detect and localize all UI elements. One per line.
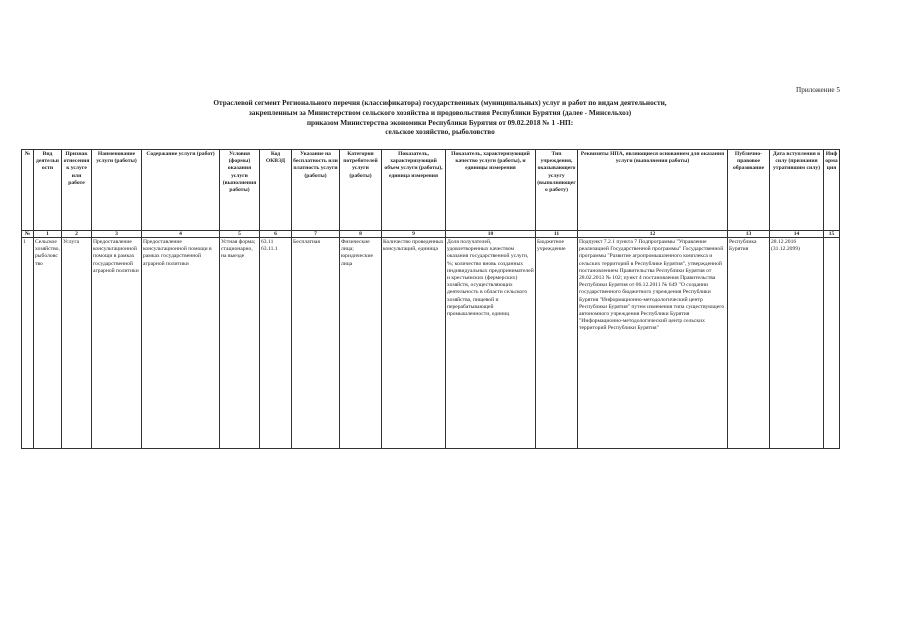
column-number: 12: [578, 231, 728, 238]
column-header: Указание на бесплатность или платность услуги (работы): [292, 150, 340, 231]
conditions-cell: Устная форма; стационарно, на выезде: [220, 238, 260, 449]
institution-cell: Бюджетное учреждение: [536, 238, 578, 449]
title-line: сельское хозяйство, рыболовство: [385, 127, 495, 137]
column-header: Содержание услуги (работ): [142, 150, 220, 231]
quality-cell: Доля получателей, удовлетворенных качеством оказания государственной услуги, %; количество вновь созданных индивидуальных предпринимателей и крестьянских (фермерских) хозяйств, осуществляющих деятельность в области сельского хозяйства, пищевой и перерабатывающей промышленности, единиц: [446, 238, 536, 449]
column-number: 11: [536, 231, 578, 238]
service-name-cell: Предоставление консультационной помощи в рамках государственной аграрной политики: [92, 238, 142, 449]
column-header: Реквизиты НПА, являющиеся основанием для оказания услуги (выполнения работы): [578, 150, 728, 231]
column-number: 4: [142, 231, 220, 238]
entity-cell: Республика Бурятия: [728, 238, 770, 449]
services-table: [21, 149, 840, 449]
column-header: Категория потребителей услуги (работы): [340, 150, 382, 231]
column-header: Вид деятельности: [34, 150, 62, 231]
column-number: 5: [220, 231, 260, 238]
row-number: 1: [22, 238, 34, 449]
document-title: [70, 98, 810, 137]
title-line: приказом Министерства экономики Республики Бурятия от 09.02.2018 № 1 -НП:: [306, 117, 574, 127]
header-row: [22, 150, 840, 231]
title-line: Отраслевой сегмент Регионального перечня (классификатора) государственных (муниципальных) услуг и работ по видам деятельности,: [213, 98, 667, 107]
info-cell: [824, 238, 840, 449]
column-header: Показатель, характеризующий качество услуги (работы), и единицы измерения: [446, 150, 536, 231]
column-number: №: [22, 231, 34, 238]
column-number: 7: [292, 231, 340, 238]
column-header: №: [22, 150, 34, 231]
column-header: Показатель, характеризующий объем услуги (работы), единица измерения: [382, 150, 446, 231]
column-header: Условия (формы) оказания услуги (выполнения работы): [220, 150, 260, 231]
column-number: 2: [62, 231, 92, 238]
okved-cell: 63.11 63.11.1: [260, 238, 292, 449]
column-number-row: [22, 231, 840, 238]
column-header: Код ОКВЭД: [260, 150, 292, 231]
column-number: 1: [34, 231, 62, 238]
column-header: Информация: [824, 150, 840, 231]
content-cell: Предоставление консультационной помощи в рамках государственной аграрной политики: [142, 238, 220, 449]
column-header: Признак отнесения к услуге или работе: [62, 150, 92, 231]
dates-cell: 28.12.2016 (31.12.2099): [770, 238, 824, 449]
appendix-label: Приложение 5: [796, 86, 840, 94]
column-number: 14: [770, 231, 824, 238]
column-number: 13: [728, 231, 770, 238]
column-number: 6: [260, 231, 292, 238]
column-number: 8: [340, 231, 382, 238]
column-number: 10: [446, 231, 536, 238]
column-header: Публично-правовое образование: [728, 150, 770, 231]
table-row: [22, 238, 840, 449]
title-line: закрепленным за Министерством сельского хозяйства и продовольствия Республики Бурятия (далее - Минсельхоз): [248, 107, 632, 117]
activity-cell: Сельское хозяйство, рыболовство: [34, 238, 62, 449]
volume-cell: Количество проведенных консультаций, единица: [382, 238, 446, 449]
npa-cell: Подпункт 7.2.1 пункта 7 Подпрограммы "Управление реализацией Государственной программы" Государственной программы "Развитие агропромышленного комплекса и сельских территорий в Республике Бурятия", утвержденной постановлением Правительства Республики Бурятия от 28.02.2013 № 102; пункт 4 постановления Правительства Республики Бурятия от 06.12.2011 № 649 "О создании государственного бюджетного учреждения Республики Бурятия "Информационно-методологический центр Республики Бурятия" путем изменения типа существующего автономного учреждения Республики Бурятия "Информационно-методологический центр сельских территорий Республики Бурятия": [578, 238, 728, 449]
column-header: Дата вступления в силу (признания утратившим силу): [770, 150, 824, 231]
column-number: 15: [824, 231, 840, 238]
column-number: 9: [382, 231, 446, 238]
column-number: 3: [92, 231, 142, 238]
column-header: Наименование услуги (работы): [92, 150, 142, 231]
type-cell: Услуга: [62, 238, 92, 449]
payment-cell: Бесплатная: [292, 238, 340, 449]
column-header: Тип учреждения, оказывающего услугу (выполняющего работу): [536, 150, 578, 231]
consumers-cell: Физические лица; юридические лица: [340, 238, 382, 449]
